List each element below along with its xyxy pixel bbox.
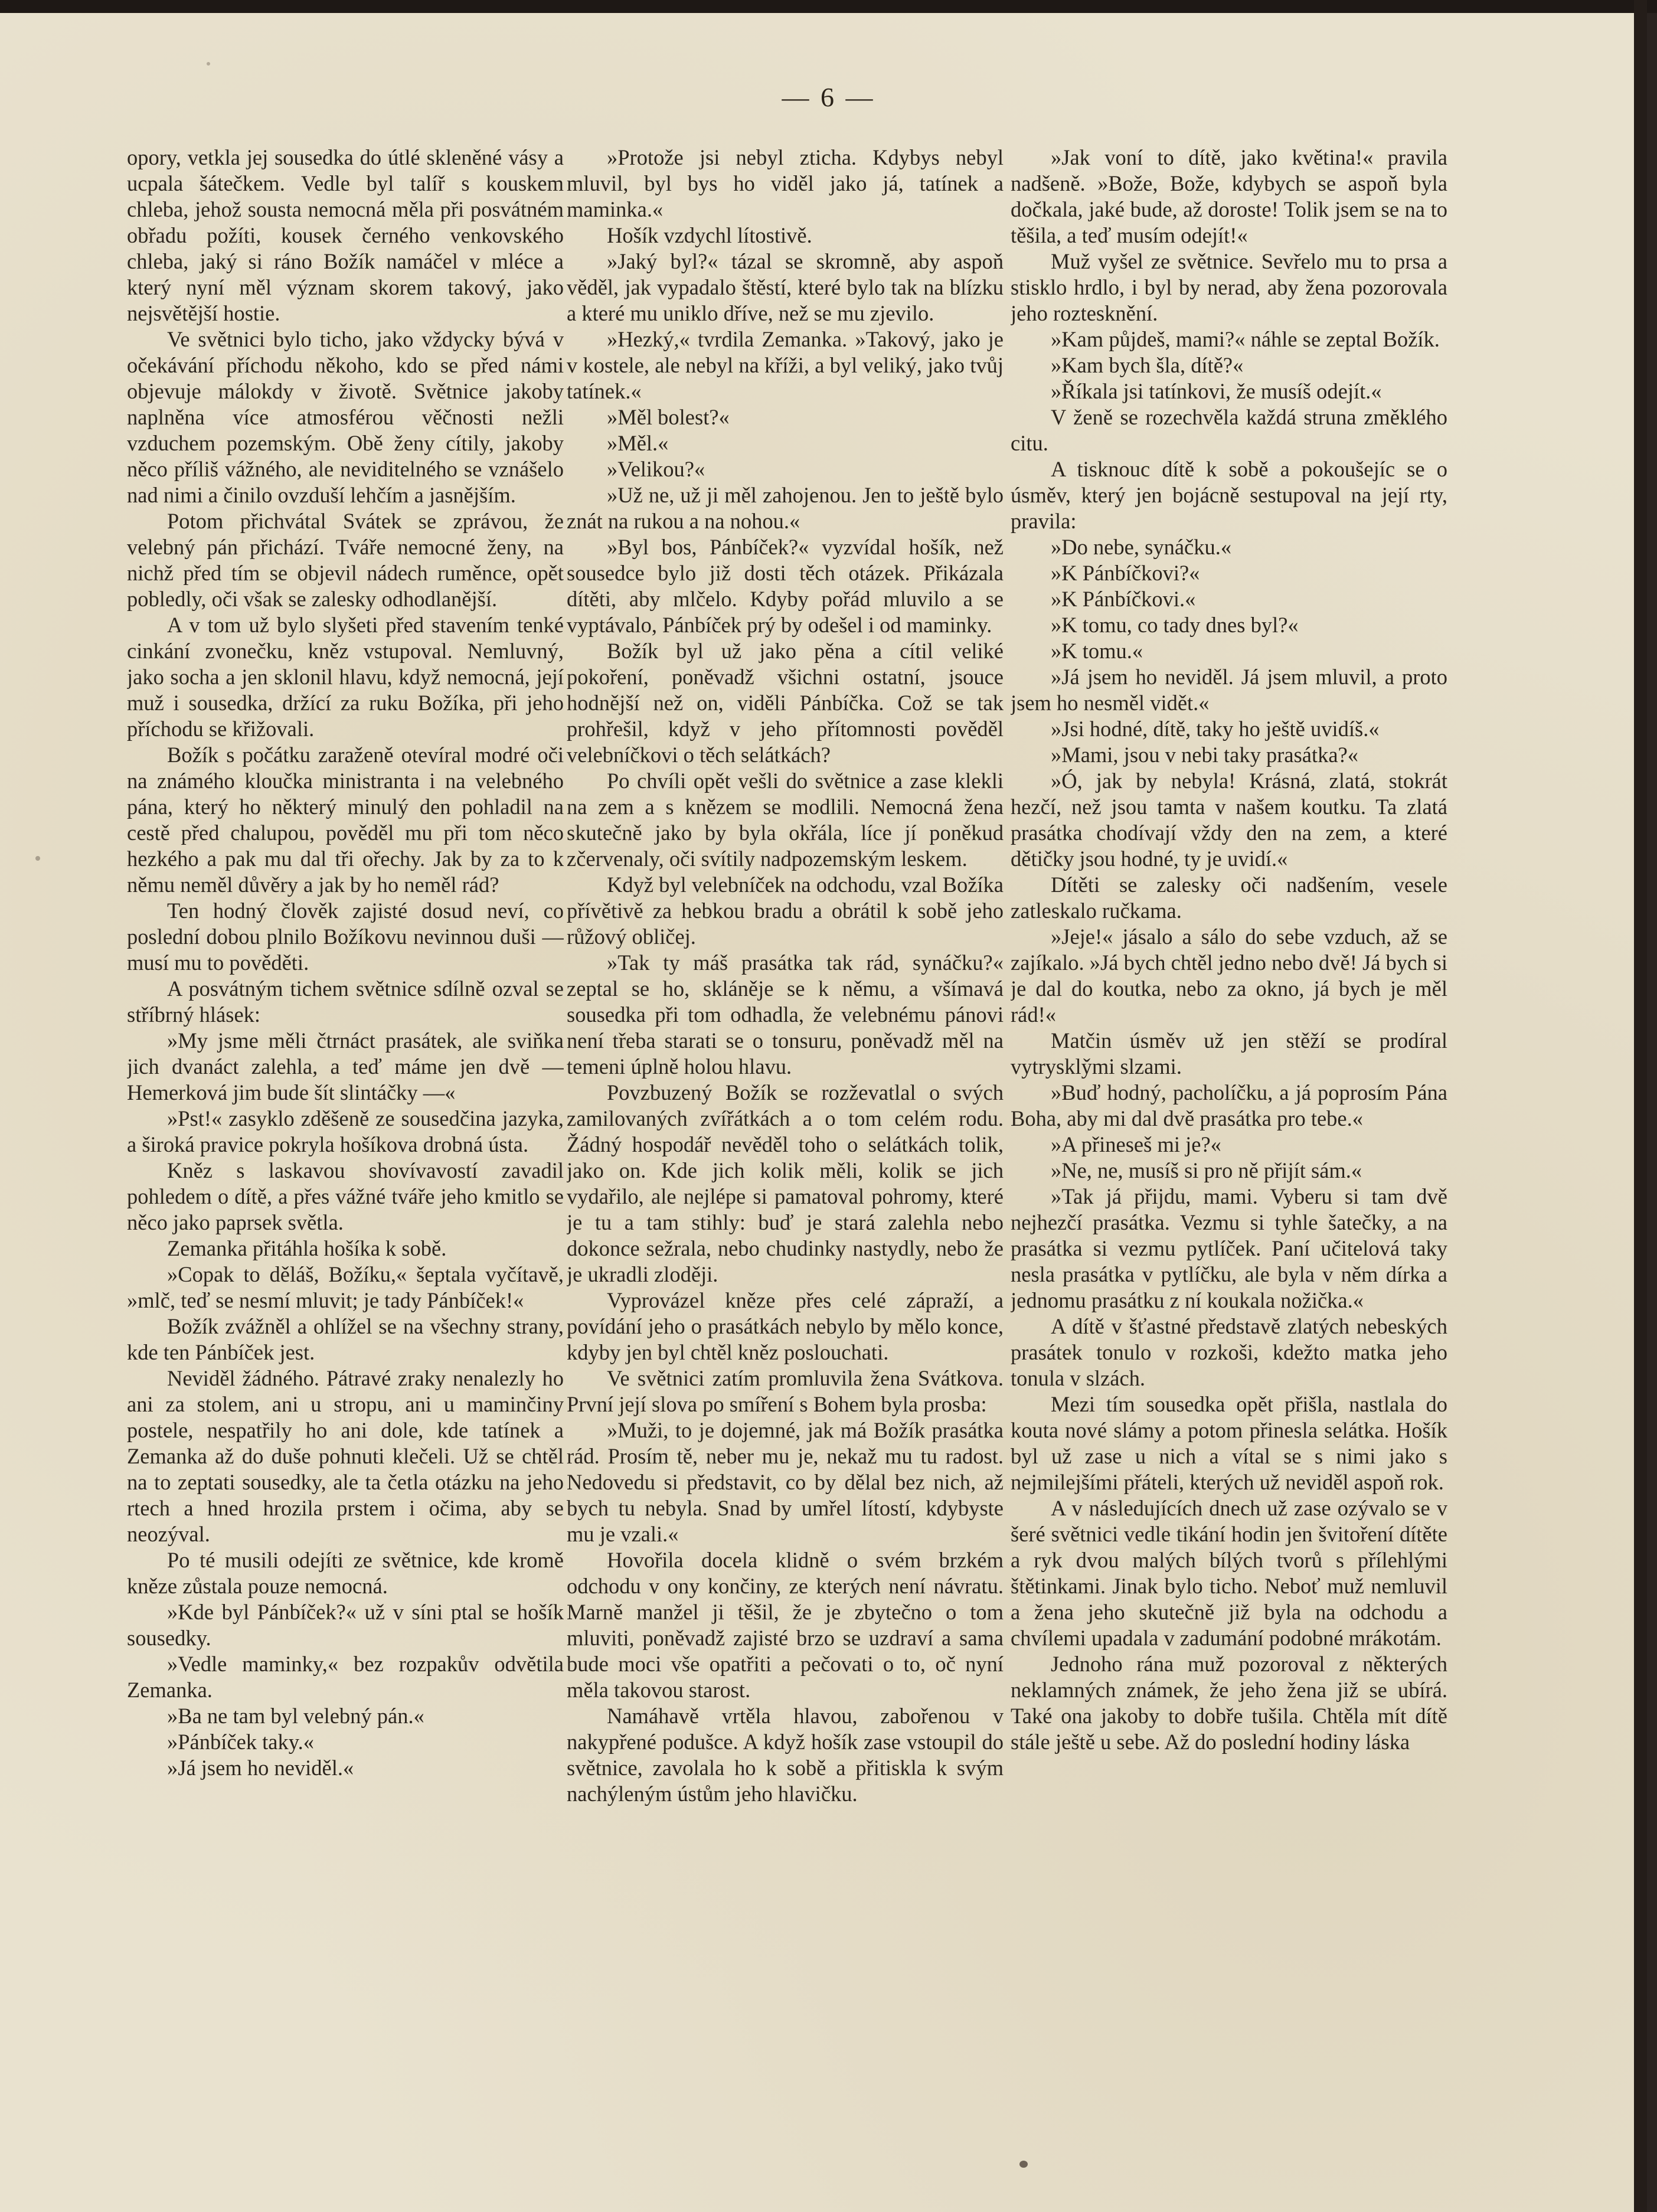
paragraph: »Tak ty máš prasátka tak rád, synáčku?« zeptal se ho, skláněje se k němu, a všímavá sousedka při tom odhadla, že velebnému pánovi není třeba starati se o tonsuru, poněvadž měl na temeni úplně holou hlavu. [567, 950, 1004, 1079]
paragraph: »Jak voní to dítě, jako květina!« pravila nadšeně. »Bože, Bože, kdybych se aspoň byla dočkala, jaké bude, až doroste! Tolik jsem se na to těšila, a teď musím odejít!« [1011, 145, 1447, 247]
scan-top-border [0, 0, 1657, 13]
paragraph: »Vedle maminky,« bez rozpakův odvětila Zemanka. [127, 1652, 564, 1702]
paragraph: »Ne, ne, musíš si pro ně přijít sám.« [1051, 1158, 1362, 1182]
paragraph: »Já jsem ho neviděl.« [167, 1756, 354, 1780]
paragraph: Božík zvážněl a ohlížel se na všechny strany, kde ten Pánbíček jest. [127, 1314, 564, 1364]
paragraph: »Byl bos, Pánbíček?« vyzvídal hošík, než sousedce bylo již dosti těch otázek. Přikázala dítěti, aby mlčelo. Kdyby pořád mluvilo a se vyptávalo, Pánbíček prý by odešel i od maminky. [567, 535, 1004, 637]
paragraph: »Pánbíček taky.« [167, 1730, 315, 1754]
paragraph: »Buď hodný, pacholíčku, a já poprosím Pána Boha, aby mi dal dvě prasátka pro tebe.« [1011, 1080, 1447, 1130]
paragraph: Kněz s laskavou shovívavostí zavadil pohledem o dítě, a přes vážné tváře jeho kmitlo se něco jako paprsek světla. [127, 1158, 564, 1234]
paragraph: »Ba ne tam byl velebný pán.« [167, 1704, 424, 1728]
paragraph: »K tomu.« [1051, 639, 1143, 663]
paragraph: »Tak já přijdu, mami. Vyberu si tam dvě nejhezčí prasátka. Vezmu si tyhle šatečky, a na prasátka si vezmu pytlíček. Paní učitelová taky nesla prasátka v pytlíčku, ale byla v něm dírka a jednomu prasátku z ní koukala nožička.« [1011, 1184, 1447, 1312]
paragraph: Hošík vzdychl lítostivě. [607, 223, 812, 247]
ink-speck [207, 62, 210, 66]
paragraph: Když byl velebníček na odchodu, vzal Božíka přívětivě za hebkou bradu a obrátil k sobě jeho růžový obličej. [567, 873, 1004, 949]
paragraph: »Říkala jsi tatínkovi, že musíš odejít.« [1051, 379, 1382, 403]
ink-speck [35, 856, 40, 861]
text-column-2 [567, 145, 1004, 2152]
paragraph: Ve světnici zatím promluvila žena Svátkova. První její slova po smíření s Bohem byla prosba: [567, 1366, 1004, 1416]
paragraph: »A přineseš mi je?« [1051, 1132, 1221, 1156]
paragraph: Namáhavě vrtěla hlavou, zabořenou v nakypřené podušce. A když hošík zase vstoupil do světnice, zavolala ho k sobě a přitiskla k svým nachýleným ústům jeho hlavičku. [567, 1704, 1004, 1806]
paragraph: »Měl bolest?« [607, 405, 730, 429]
paragraph: »Kam půjdeš, mami?« náhle se zeptal Božík. [1051, 327, 1440, 351]
paragraph: opory, vetkla jej sousedka do útlé skleněné vásy a ucpala šátečkem. Vedle byl talíř s kouskem chleba, jehož sousta nemocná měla při posvátném obřadu požíti, kousek černého venkovského chleba, jaký si ráno Božík namáčel v mléce a který nyní měl význam skorem takový, jako nejsvětější hostie. [127, 145, 564, 325]
paragraph: »Kam bych šla, dítě?« [1051, 353, 1244, 377]
page-number: — 6 — [782, 82, 875, 112]
paragraph: Dítěti se zalesky oči nadšením, vesele zatleskalo ručkama. [1011, 873, 1447, 923]
paragraph: »Copak to děláš, Božíku,« šeptala vyčítavě, »mlč, teď se nesmí mluvit; je tady Pánbíček!« [127, 1262, 564, 1312]
paragraph: »Hezký,« tvrdila Zemanka. »Takový, jako je v kostele, ale nebyl na kříži, a byl veliký, jako tvůj tatínek.« [567, 327, 1004, 403]
paragraph: Zemanka přitáhla hošíka k sobě. [167, 1236, 447, 1260]
paragraph: »K Pánbíčkovi.« [1051, 587, 1196, 611]
paragraph: »K Pánbíčkovi?« [1051, 561, 1200, 585]
paragraph: »Já jsem ho neviděl. Já jsem mluvil, a proto jsem ho nesměl vidět.« [1011, 665, 1447, 715]
paragraph: »Jeje!« jásalo a sálo do sebe vzduch, až se zajíkalo. »Já bych chtěl jedno nebo dvě! Já bych si je dal do koutka, nebo za okno, já bych je měl rád!« [1011, 924, 1447, 1027]
paragraph: »Kde byl Pánbíček?« už v síni ptal se hošík sousedky. [127, 1600, 564, 1650]
paragraph: »K tomu, co tady dnes byl?« [1051, 613, 1299, 637]
paragraph: Potom přichvátal Svátek se zprávou, že velebný pán přichází. Tváře nemocné ženy, na nichž před tím se objevil nádech ruměnce, opět pobledly, oči však se zalesky odhodlanější. [127, 509, 564, 611]
text-column-1 [127, 145, 564, 2152]
paragraph: »Jsi hodné, dítě, taky ho ještě uvidíš.« [1051, 717, 1380, 741]
paragraph: Po chvíli opět vešli do světnice a zase klekli na zem a s knězem se modlili. Nemocná žena skutečně jako by byla okřála, líce jí poněkud zčervenaly, oči svítily nadpozemským leskem. [567, 769, 1004, 871]
paragraph: »Muži, to je dojemné, jak má Božík prasátka rád. Prosím tě, neber mu je, nekaž mu tu radost. Nedovedu si představit, co by dělal bez nich, až bych tu nebyla. Snad by umřel lítostí, kdybyste mu je vzali.« [567, 1418, 1004, 1546]
paragraph: Ten hodný člověk zajisté dosud neví, co poslední dobou plnilo Božíkovu nevinnou duši — musí mu to pověděti. [127, 898, 564, 975]
paragraph: »Pst!« zasyklo zděšeně ze sousedčina jazyka, a široká pravice pokryla hošíkova drobná ústa. [127, 1106, 564, 1156]
paragraph: »My jsme měli čtrnáct prasátek, ale sviňka jich dvanáct zalehla, a teď máme jen dvě — Hemerková jim bude šít slintáčky —« [127, 1028, 564, 1105]
paragraph: Matčin úsměv už jen stěží se prodíral vytryskly̌mi slzami. [1011, 1028, 1447, 1079]
paragraph: V ženě se rozechvěla každá struna změklého citu. [1011, 405, 1447, 455]
paragraph: Ve světnici bylo ticho, jako vždycky bývá v očekávání příchodu někoho, kdo se před námi objevuje málokdy v životě. Světnice jakoby naplněna více atmosférou věčnosti nežli vzduchem pozemským. Obě ženy cítily, jakoby něco příliš vážného, ale neviditelného se vznášelo nad nimi a činilo ovzduší lehčím a jasnějším. [127, 327, 564, 507]
paragraph: Božík s počátku zaraženě otevíral modré oči na známého kloučka ministranta i na velebného pána, který ho některý minulý den pohladil na cestě před chalupou, pověděl mu při tom něco hezkého a pak mu dal tři ořechy. Jak by za to k němu neměl důvěry a jak by ho neměl rád? [127, 743, 564, 897]
paragraph: Hovořila docela klidně o svém brzkém odchodu v ony končiny, ze kterých není návratu. Marně manžel ji těšil, že je zbytečno o tom mluviti, poněvadž zajisté brzo se uzdraví a sama bude moci vše opatřiti a pečovati o to, oč nyní měla takovou starost. [567, 1548, 1004, 1702]
paragraph: Muž vyšel ze světnice. Sevřelo mu to prsa a stisklo hrdlo, i byl by nerad, aby žena pozorovala jeho roztesknění. [1011, 249, 1447, 325]
paragraph: Neviděl žádného. Pátravé zraky nenalezly ho ani za stolem, ani u stropu, ani u maminčiny postele, nespatřily ho ani dole, kde tatínek a Zemanka až do duše pohnuti klečeli. Už se chtěl na to zeptati sousedky, ale ta četla otázku na jeho rtech a hned hrozila prstem i očima, aby se neozýval. [127, 1366, 564, 1546]
paragraph: »Ó, jak by nebyla! Krásná, zlatá, stokrát hezčí, než jsou tamta v našem koutku. Ta zlatá prasátka chodívají vždy den na zem, a které dětičky jsou hodné, ty je uvidí.« [1011, 769, 1447, 871]
paragraph: »Mami, jsou v nebi taky prasátka?« [1051, 743, 1359, 767]
paragraph: »Už ne, už ji měl zahojenou. Jen to ještě bylo znát na rukou a na nohou.« [567, 483, 1004, 533]
paragraph: »Protože jsi nebyl zticha. Kdybys nebyl mluvil, byl bys ho viděl jako já, tatínek a maminka.« [567, 145, 1004, 221]
paragraph: A dítě v šťastné představě zlatých nebeských prasátek tonulo v rozkoši, kdežto matka jeho tonula v slzách. [1011, 1314, 1447, 1390]
text-column-3 [1011, 145, 1447, 2152]
paragraph: Vyprovázel kněze přes celé zápraží, a povídání jeho o prasátkách nebylo by mělo konce, kdyby jen byl chtěl kněz poslouchati. [567, 1288, 1004, 1364]
paragraph: A posvátným tichem světnice sdílně ozval se stříbrný hlásek: [127, 976, 564, 1027]
paragraph: Povzbuzený Božík se rozževatlal o svých zamilovaných zvířátkách a o tom celém rodu. Žádný hospodář nevěděl toho o selátkách tolik, jako on. Kde jich kolik měli, kolik se jich vydařilo, ale nejlépe si pamatoval pohromy, které je tu a tam stihly: buď je stará zalehla nebo dokonce sežrala, nebo chudinky nastydly, nebo že je ukradli zloději. [567, 1080, 1004, 1286]
paragraph: Po té musili odejíti ze světnice, kde kromě kněze zůstala pouze nemocná. [127, 1548, 564, 1598]
paragraph: »Do nebe, synáčku.« [1051, 535, 1232, 559]
paragraph: Mezi tím sousedka opět přišla, nastlala do kouta nové slámy a potom přinesla selátka. Hošík byl už zase u nich a vítal se s nimi jako s nejmilejšími přáteli, kterých už neviděl aspoň rok. [1011, 1392, 1447, 1494]
paragraph: A v tom už bylo slyšeti před stavením tenké cinkání zvonečku, kněz vstupoval. Nemluvný, jako socha a jen sklonil hlavu, když nemocná, její muž i sousedka, držící za ruku Božíka, při jeho příchodu se křižovali. [127, 613, 564, 741]
scan-right-border [1634, 0, 1647, 2212]
paragraph: A tisknouc dítě k sobě a pokoušejíc se o úsměv, který jen bojácně sestupoval na její rty, pravila: [1011, 457, 1447, 533]
paragraph: A v následujících dnech už zase ozývalo se v šeré světnici vedle tikání hodin jen švitoření dítěte a ryk dvou malých bílých tvorů s přílehlými štětinkami. Jinak bylo ticho. Neboť muž nemluvil a žena jeho skutečně již byla na odchodu a chvílemi upadala v zadumání podobné mrákotám. [1011, 1496, 1447, 1650]
paragraph: »Měl.« [607, 431, 669, 455]
paragraph: Božík byl už jako pěna a cítil veliké pokoření, poněvadž všichni ostatní, jsouce hodnější než on, viděli Pánbíčka. Což se tak prohřešil, když v jeho přítomnosti pověděl velebníčkovi o těch selátkách? [567, 639, 1004, 767]
ink-speck [1019, 2161, 1028, 2168]
paragraph: Jednoho rána muž pozoroval z některých neklamných známek, že jeho žena již se ubírá. Také ona jakoby to dobře tušila. Chtěla mít dítě stále ještě u sebe. Až do poslední hodiny láska [1011, 1652, 1447, 1754]
paragraph: »Velikou?« [607, 457, 705, 481]
paragraph: »Jaký byl?« tázal se skromně, aby aspoň věděl, jak vypadalo štěstí, které bylo tak na blízku a které mu uniklo dříve, než se mu zjevilo. [567, 249, 1004, 325]
